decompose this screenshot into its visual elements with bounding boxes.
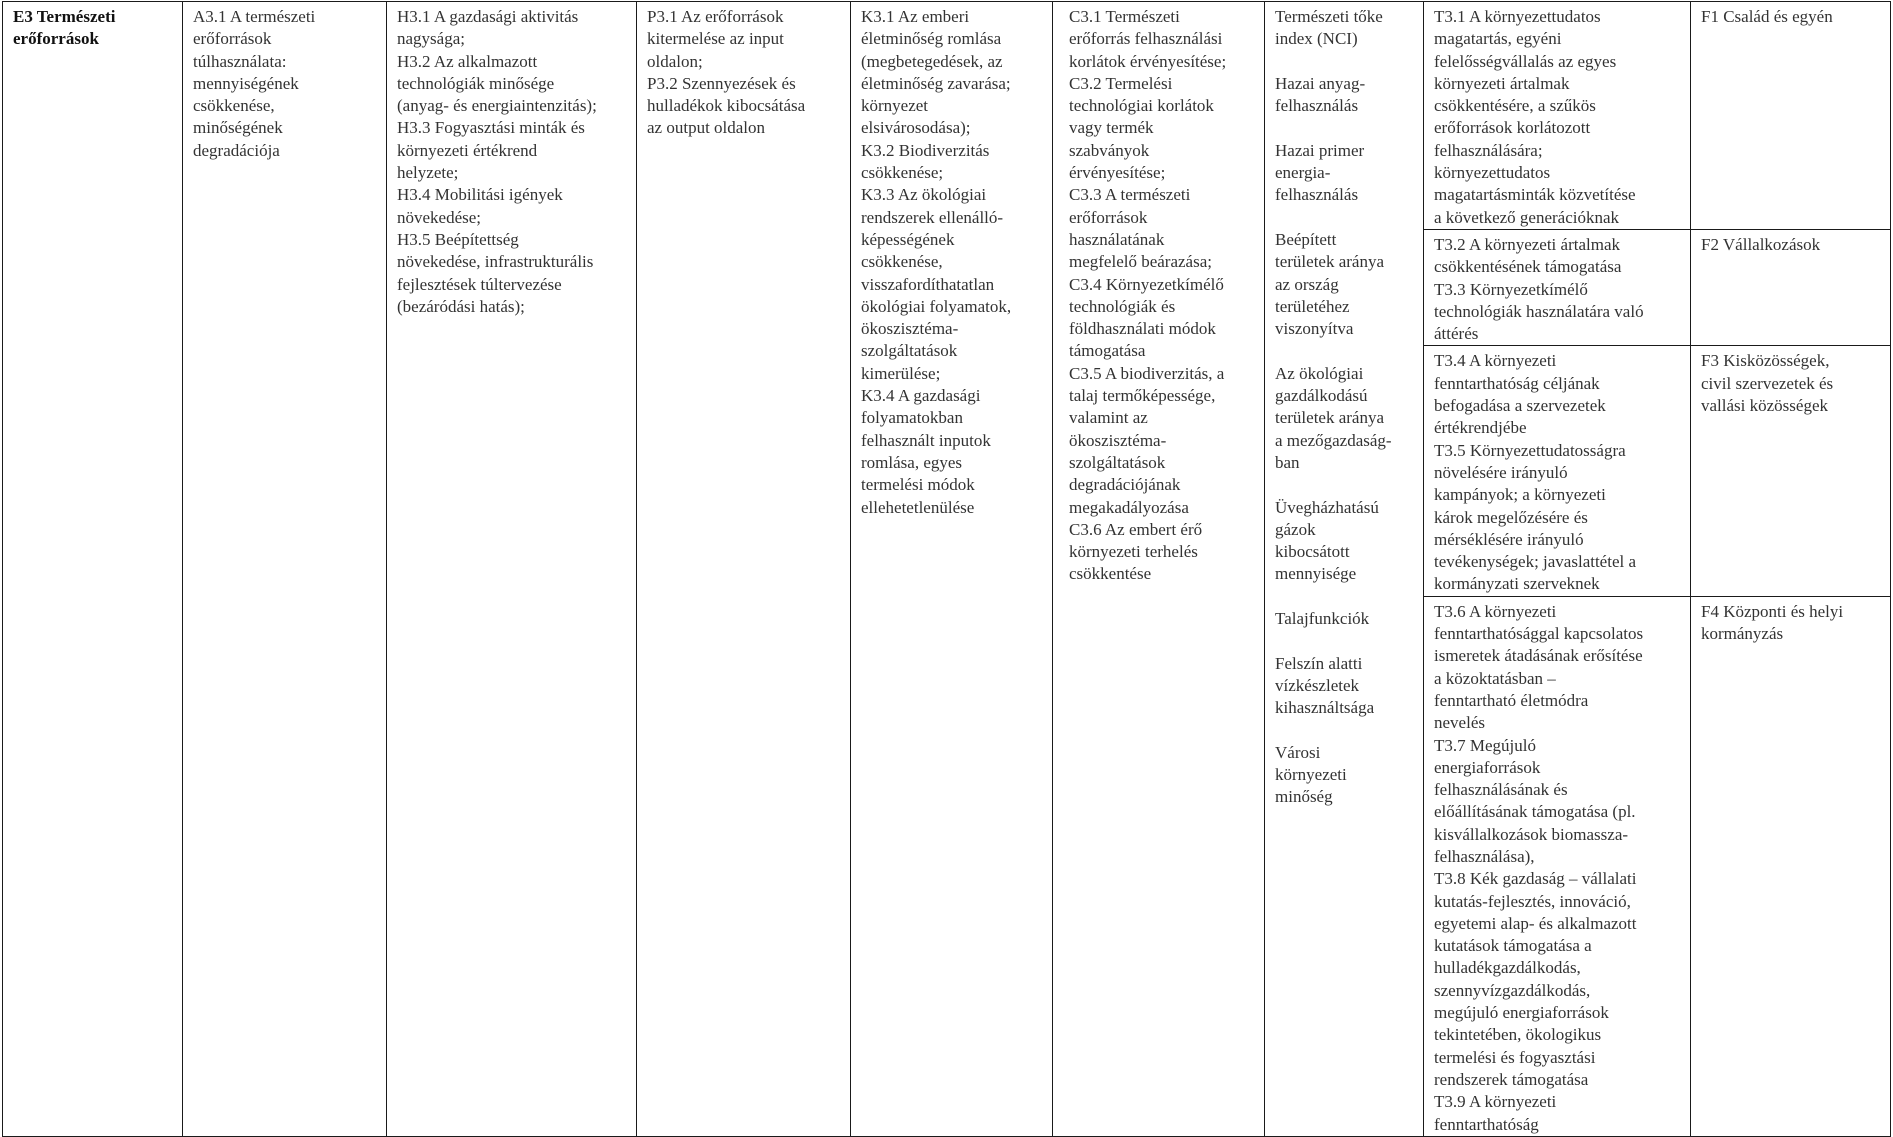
text-line: érvényesítése; <box>1069 163 1166 183</box>
text-line: áttérés <box>1434 324 1479 344</box>
indicator-line: mennyisége <box>1275 564 1357 584</box>
text-line: tekintetében, ökologikus <box>1434 1025 1602 1045</box>
indicator-line: viszonyítva <box>1275 319 1354 339</box>
indicator-item <box>1275 6 1415 51</box>
text-line: életminőség romlása <box>861 29 1002 49</box>
text-line: felhasználására; <box>1434 140 1543 160</box>
text-line: T3.7 Megújuló <box>1434 735 1536 755</box>
text-line: mérséklésére irányuló <box>1434 529 1584 549</box>
text-line: talaj termőképessége, <box>1069 386 1216 406</box>
indicator-line: a mezőgazdaság- <box>1275 430 1392 450</box>
text-line: oldalon; <box>647 51 703 71</box>
text-line: kisvállalkozások biomassza- <box>1434 824 1629 844</box>
text-line: szabványok <box>1069 140 1150 160</box>
pressure-factor-cell <box>387 2 637 1137</box>
text-line: degradációjának <box>1069 475 1181 495</box>
text-line: termelési módok <box>861 475 975 495</box>
text-line: civil szervezetek és <box>1701 373 1834 393</box>
text-line: energiaforrások <box>1434 757 1541 777</box>
task-text-t3-2 <box>1434 234 1682 345</box>
actor-cell-f4 <box>1691 596 1891 1136</box>
text-line: túlhasználata: <box>193 51 287 71</box>
indicator-table <box>2 1 1891 1137</box>
indicator-line: Beépített <box>1275 229 1337 249</box>
indicator-spacer <box>1275 207 1415 229</box>
text-line: csökkentésére, a szűkös <box>1434 96 1596 116</box>
text-line: rendszerek ellenálló- <box>861 207 1004 227</box>
actor-f1 <box>1701 6 1882 28</box>
text-line: H3.4 Mobilitási igények <box>397 185 563 205</box>
text-line: T3.5 Környezettudatosságra <box>1434 440 1626 460</box>
pressure-factor-text <box>397 6 628 318</box>
text-line: csökkenése, <box>193 96 275 116</box>
text-line: szennyvízgazdálkodás, <box>1434 980 1591 1000</box>
task-text-t3-4 <box>1434 350 1682 595</box>
text-line: fenntarthatóság céljának <box>1434 373 1600 393</box>
actor-f3 <box>1701 350 1882 417</box>
text-line: elsivárosodása); <box>861 118 971 138</box>
indicator-spacer <box>1275 340 1415 362</box>
text-line: magatartás, egyéni <box>1434 29 1562 49</box>
indicator-line: területek aránya <box>1275 252 1385 272</box>
category-heading <box>13 6 174 51</box>
text-line: fenntarthatóság <box>1434 1114 1539 1134</box>
indicator-line: Hazai primer <box>1275 140 1365 160</box>
text-line: degradációja <box>193 140 280 160</box>
text-line: ismeretek átadásának erősítése <box>1434 646 1643 666</box>
text-line: T3.1 A környezettudatos <box>1434 7 1601 26</box>
text-line: T3.4 A környezeti <box>1434 351 1557 371</box>
text-line: képességének <box>861 229 955 249</box>
indicator-cell <box>1265 2 1424 1137</box>
text-line: visszafordíthatatlan <box>861 274 995 294</box>
goal-text <box>1069 6 1256 586</box>
text-line: F4 Központi és helyi <box>1701 601 1844 621</box>
text-line: kutatás-fejlesztés, innováció, <box>1434 891 1631 911</box>
indicator-line: ban <box>1275 452 1300 472</box>
text-line: ellehetetlenülése <box>861 497 975 517</box>
text-line: környezeti terhelés <box>1069 542 1198 562</box>
actor-f2 <box>1701 234 1882 256</box>
text-line: folyamatokban <box>861 408 963 428</box>
task-text-t3-6 <box>1434 601 1682 1136</box>
indicator-line: Az ökológiai <box>1275 363 1364 383</box>
pressure-cell <box>637 2 851 1137</box>
indicator-item <box>1275 497 1415 586</box>
text-line: magatartásminták közvetítése <box>1434 185 1636 205</box>
indicator-item <box>1275 363 1415 474</box>
driver-cell <box>183 2 387 1137</box>
text-line: K3.2 Biodiverzitás <box>861 140 990 160</box>
text-line: A3.1 A természeti <box>193 7 316 26</box>
text-line: F2 Vállalkozások <box>1701 234 1821 254</box>
text-line: romlása, egyes <box>861 452 963 472</box>
text-line: kutatások támogatása a <box>1434 936 1592 956</box>
text-line: csökkentése <box>1069 564 1152 584</box>
text-line: technológiák minősége <box>397 73 555 93</box>
text-line: H3.5 Beépítettség <box>397 229 519 249</box>
text-line: életminőség zavarása; <box>861 73 1011 93</box>
text-line: rendszerek támogatása <box>1434 1069 1589 1089</box>
driver-text <box>193 6 378 162</box>
indicator-line: az ország <box>1275 274 1339 294</box>
text-line: C3.2 Termelési <box>1069 73 1173 93</box>
text-line: erőforrások <box>193 29 272 49</box>
text-line: értékrendjébe <box>1434 418 1527 438</box>
indicator-spacer <box>1275 586 1415 608</box>
task-cell-t3-6 <box>1424 596 1691 1136</box>
indicator-line: területek aránya <box>1275 408 1385 428</box>
text-line: F3 Kisközösségek, <box>1701 351 1830 371</box>
text-line: technológiai korlátok <box>1069 96 1214 116</box>
consequence-text <box>861 6 1044 519</box>
text-line: felhasználásának és <box>1434 780 1568 800</box>
text-line: csökkenése; <box>861 163 944 183</box>
text-line: megújuló energiaforrások <box>1434 1003 1609 1023</box>
text-line: környezet <box>861 96 929 116</box>
text-line: P3.2 Szennyezések és <box>647 73 796 93</box>
category-cell <box>3 2 183 1137</box>
text-line: E3 Természeti <box>13 7 116 26</box>
indicator-line: kihasználtsága <box>1275 698 1375 718</box>
text-line: T3.3 Környezetkímélő <box>1434 279 1588 299</box>
text-line: környezettudatos <box>1434 163 1551 183</box>
text-line: helyzete; <box>397 163 459 183</box>
indicator-line: gazdálkodású <box>1275 386 1368 406</box>
text-line: C3.3 A természeti <box>1069 185 1191 205</box>
text-line: K3.4 A gazdasági <box>861 386 981 406</box>
indicator-line: környezeti <box>1275 765 1347 785</box>
text-line: (bezáródási hatás); <box>397 296 525 316</box>
text-line: kormányzati szerveknek <box>1434 574 1600 594</box>
indicator-line: Üvegházhatású <box>1275 497 1379 517</box>
text-line: erőforrások <box>13 29 99 49</box>
text-line: növekedése; <box>397 207 482 227</box>
indicator-item <box>1275 608 1415 630</box>
text-line: szolgáltatások <box>861 341 958 361</box>
text-line: mennyiségének <box>193 73 299 93</box>
actor-cell-f1 <box>1691 2 1891 230</box>
text-line: T3.8 Kék gazdaság – vállalati <box>1434 869 1637 889</box>
text-line: C3.5 A biodiverzitás, a <box>1069 363 1225 383</box>
indicator-item <box>1275 140 1415 207</box>
text-line: hulladékok kibocsátása <box>647 96 806 116</box>
text-line: technológiák használatára való <box>1434 301 1644 321</box>
text-line: kormányzás <box>1701 624 1784 644</box>
indicator-item <box>1275 653 1415 720</box>
text-line: megfelelő beárazása; <box>1069 252 1212 272</box>
text-line: P3.1 Az erőforrások <box>647 7 784 26</box>
actor-cell-f2 <box>1691 229 1891 345</box>
indicator-line: kibocsátott <box>1275 542 1350 562</box>
text-line: tevékenységek; javaslattétel a <box>1434 552 1637 572</box>
text-line: C3.1 Természeti <box>1069 7 1180 26</box>
text-line: valamint az <box>1069 408 1148 428</box>
text-line: az output oldalon <box>647 118 766 138</box>
text-line: H3.1 A gazdasági aktivitás <box>397 7 579 26</box>
actor-cell-f3 <box>1691 346 1891 596</box>
text-line: környezeti értékrend <box>397 140 538 160</box>
text-line: ökoszisztéma- <box>1069 430 1167 450</box>
text-line: megakadályozása <box>1069 497 1189 517</box>
indicator-item <box>1275 73 1415 118</box>
text-line: felhasználása), <box>1434 846 1535 866</box>
text-line: (anyag- és energiaintenzitás); <box>397 96 597 116</box>
indicator-spacer <box>1275 720 1415 742</box>
text-line: hulladékgazdálkodás, <box>1434 958 1581 978</box>
text-line: fenntarthatósággal kapcsolatos <box>1434 624 1644 644</box>
indicator-line: Természeti tőke <box>1275 7 1383 26</box>
text-line: korlátok érvényesítése; <box>1069 51 1227 71</box>
indicator-line: minőség <box>1275 787 1333 807</box>
text-line: nagysága; <box>397 29 465 49</box>
text-line: károk megelőzésére és <box>1434 507 1588 527</box>
text-line: minőségének <box>193 118 283 138</box>
text-line: fejlesztések túltervezése <box>397 274 562 294</box>
text-line: támogatása <box>1069 341 1146 361</box>
text-line: szolgáltatások <box>1069 452 1166 472</box>
indicator-spacer <box>1275 51 1415 73</box>
indicator-line: vízkészletek <box>1275 675 1360 695</box>
indicator-list <box>1275 6 1415 809</box>
indicator-line: felhasználás <box>1275 96 1359 116</box>
indicator-line: Hazai anyag- <box>1275 73 1366 93</box>
indicator-line: energia- <box>1275 163 1331 183</box>
text-line: C3.6 Az embert érő <box>1069 519 1203 539</box>
task-cell-t3-4 <box>1424 346 1691 596</box>
text-line: T3.2 A környezeti ártalmak <box>1434 234 1620 254</box>
text-line: H3.2 Az alkalmazott <box>397 51 538 71</box>
text-line: előállításának támogatása (pl. <box>1434 802 1636 822</box>
text-line: földhasználati módok <box>1069 319 1216 339</box>
text-line: környezeti ártalmak <box>1434 73 1570 93</box>
indicator-line: Talajfunkciók <box>1275 609 1370 629</box>
text-line: növelésére irányuló <box>1434 462 1568 482</box>
indicator-spacer <box>1275 630 1415 652</box>
text-line: H3.3 Fogyasztási minták és <box>397 118 585 138</box>
pressure-text <box>647 6 842 140</box>
text-line: a következő generációknak <box>1434 207 1620 227</box>
text-line: vallási közösségek <box>1701 396 1828 416</box>
indicator-spacer <box>1275 117 1415 139</box>
task-text-t3-1 <box>1434 6 1682 229</box>
text-line: befogadása a szervezetek <box>1434 396 1606 416</box>
text-line: technológiák és <box>1069 296 1176 316</box>
indicator-item <box>1275 742 1415 809</box>
text-line: kampányok; a környezeti <box>1434 485 1606 505</box>
task-cell-t3-1 <box>1424 2 1691 230</box>
task-cell-t3-2 <box>1424 229 1691 345</box>
indicator-line: gázok <box>1275 519 1316 539</box>
text-line: csökkentésének támogatása <box>1434 257 1622 277</box>
text-line: felelősségvállalás az egyes <box>1434 51 1617 71</box>
indicator-line: index (NCI) <box>1275 29 1358 49</box>
text-line: erőforrás felhasználási <box>1069 29 1223 49</box>
text-line: egyetemi alap- és alkalmazott <box>1434 913 1637 933</box>
text-line: K3.3 Az ökológiai <box>861 185 987 205</box>
text-line: kitermelése az input <box>647 29 784 49</box>
text-line: erőforrások korlátozott <box>1434 118 1591 138</box>
text-line: csökkenése, <box>861 252 943 272</box>
text-line: F1 Család és egyén <box>1701 7 1833 26</box>
text-line: T3.6 A környezeti <box>1434 601 1557 621</box>
goal-cell <box>1053 2 1265 1137</box>
indicator-item <box>1275 229 1415 340</box>
text-line: növekedése, infrastrukturális <box>397 252 594 272</box>
indicator-line: Városi <box>1275 742 1321 762</box>
indicator-spacer <box>1275 474 1415 496</box>
actor-f4 <box>1701 601 1882 646</box>
text-line: a közoktatásban – <box>1434 668 1556 688</box>
text-line: C3.4 Környezetkímélő <box>1069 274 1224 294</box>
text-line: kimerülése; <box>861 363 941 383</box>
text-line: felhasznált inputok <box>861 430 991 450</box>
text-line: erőforrások <box>1069 207 1148 227</box>
text-line: (megbetegedések, az <box>861 51 1003 71</box>
text-line: nevelés <box>1434 713 1485 733</box>
indicator-line: területéhez <box>1275 296 1350 316</box>
text-line: termelési és fogyasztási <box>1434 1047 1596 1067</box>
text-line: ökoszisztéma- <box>861 319 959 339</box>
text-line: fenntartható életmódra <box>1434 690 1589 710</box>
text-line: használatának <box>1069 229 1165 249</box>
text-line: vagy termék <box>1069 118 1154 138</box>
text-line: K3.1 Az emberi <box>861 7 970 26</box>
indicator-line: Felszín alatti <box>1275 653 1363 673</box>
indicator-line: felhasználás <box>1275 185 1359 205</box>
consequence-cell <box>851 2 1053 1137</box>
text-line: ökológiai folyamatok, <box>861 296 1012 316</box>
text-line: T3.9 A környezeti <box>1434 1092 1557 1112</box>
